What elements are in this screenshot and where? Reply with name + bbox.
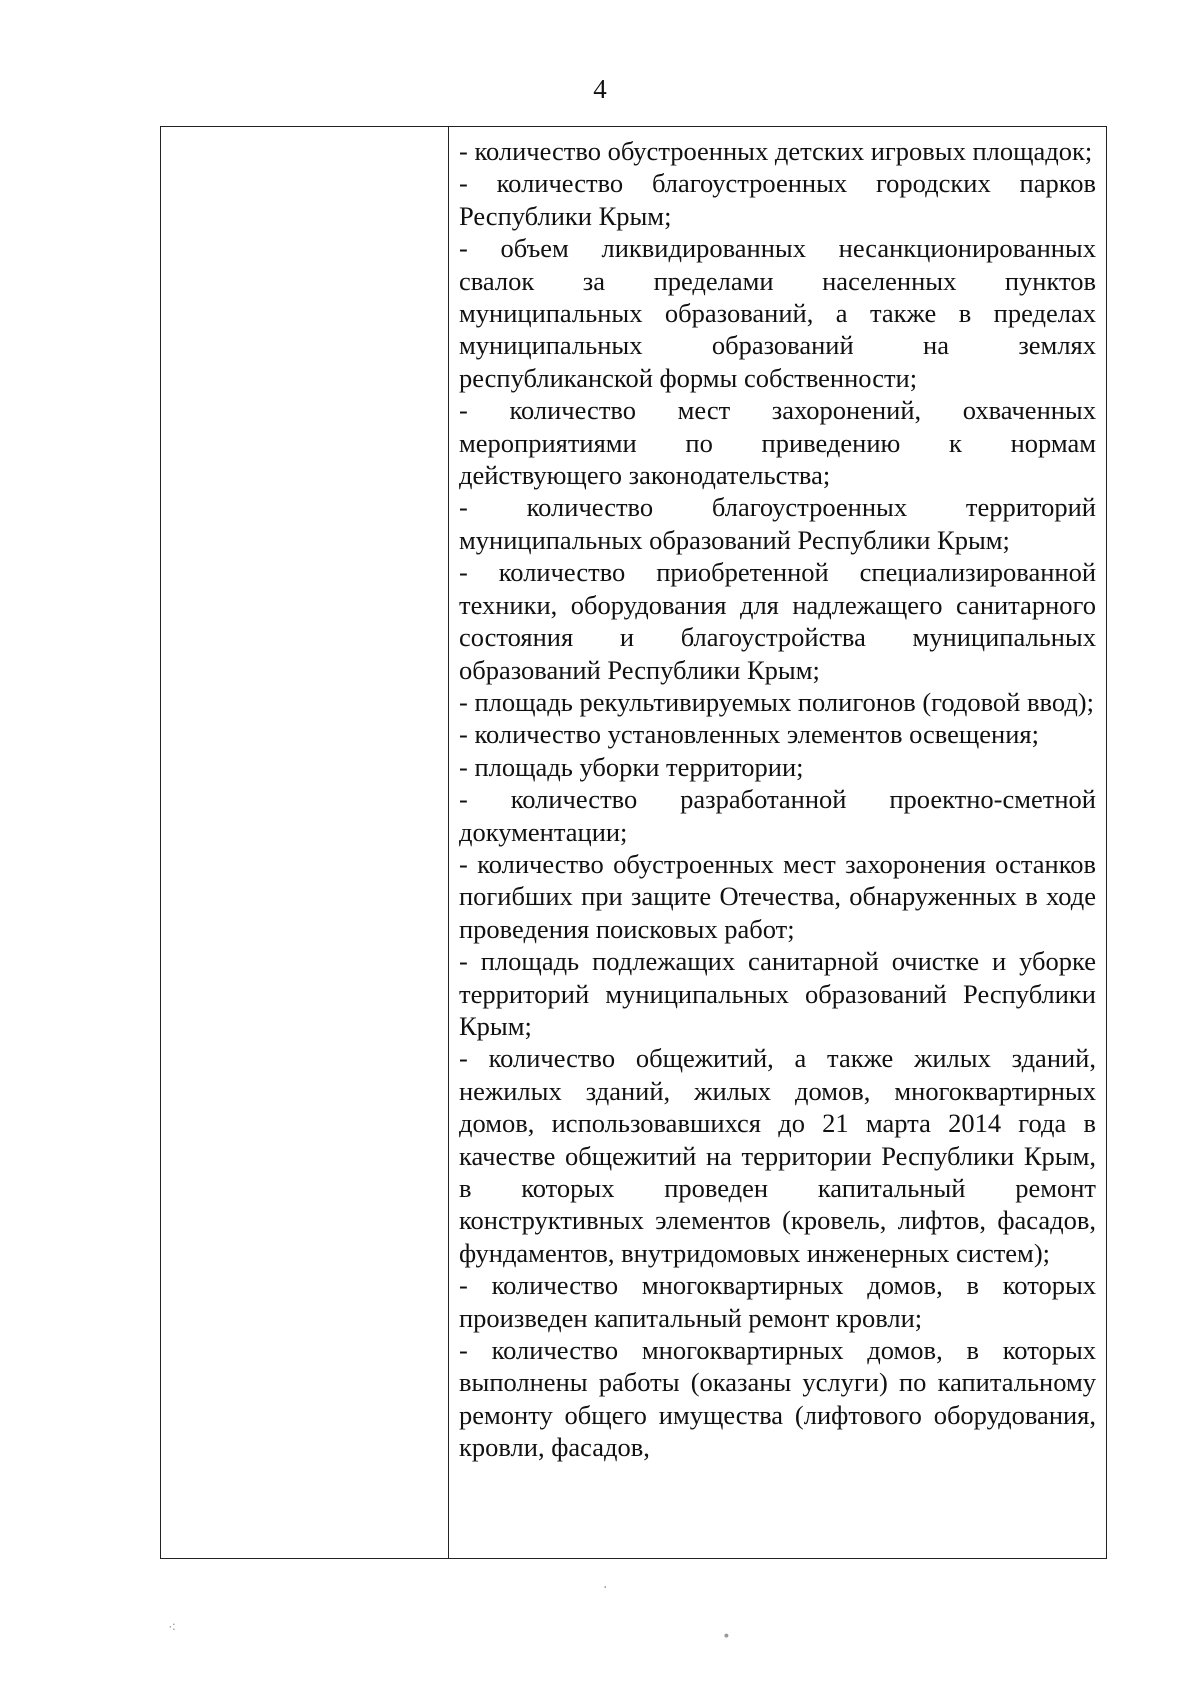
indicator-item: - количество общежитий, а также жилых зданий, нежилых зданий, жилых домов, многоквартирных домов, использовавшихся до 21 марта 2014 года в качестве общежитий на территории Республики Крым, в которых проведен капитальный ремонт конструктивных элементов (кровель, лифтов, фасадов, фундаментов, внутридомовых инженерных систем); bbox=[459, 1043, 1096, 1268]
indicator-item: - количество приобретенной специализированной техники, оборудования для надлежащего санитарного состояния и благоустройства муниципальных образований Республики Крым; bbox=[459, 557, 1096, 685]
scan-artifact: ⁖ bbox=[168, 1620, 177, 1636]
page-number: 4 bbox=[593, 74, 607, 104]
indicators-table bbox=[160, 126, 1107, 1559]
scan-artifact: · bbox=[603, 1580, 608, 1596]
indicator-item: - количество благоустроенных городских парков Республики Крым; bbox=[459, 168, 1096, 231]
indicator-item: - количество установленных элементов освещения; bbox=[459, 719, 1039, 750]
indicator-item: - количество многоквартирных домов, в которых выполнены работы (оказаны услуги) по капитальному ремонту общего имущества (лифтового оборудования, кровли, фасадов, bbox=[459, 1335, 1096, 1463]
indicator-item: - количество мест захоронений, охваченных мероприятиями по приведению к нормам действующего законодательства; bbox=[459, 395, 1096, 491]
indicator-item: - объем ликвидированных несанкционированных свалок за пределами населенных пунктов муниципальных образований, а также в пределах муниципальных образований на землях республиканской формы собственности; bbox=[459, 233, 1096, 393]
indicator-item: - количество многоквартирных домов, в которых произведен капитальный ремонт кровли; bbox=[459, 1270, 1096, 1333]
indicator-item: - площадь уборки территории; bbox=[459, 751, 804, 782]
indicator-item: - количество обустроенных мест захоронения останков погибших при защите Отечества, обнаруженных в ходе проведения поисковых работ; bbox=[459, 848, 1096, 944]
indicator-item: - площадь подлежащих санитарной очистке и уборке территорий муниципальных образований Республики Крым; bbox=[459, 946, 1096, 1041]
scan-artifact: ∙ bbox=[722, 1628, 731, 1644]
indicator-item: - количество обустроенных детских игровых площадок; bbox=[459, 136, 1093, 166]
table-right-cell bbox=[449, 127, 1106, 1558]
table-left-cell bbox=[161, 127, 449, 1558]
indicator-item: - количество разработанной проектно-сметной документации; bbox=[459, 784, 1096, 847]
indicator-item: - количество благоустроенных территорий муниципальных образований Республики Крым; bbox=[459, 492, 1096, 555]
indicator-item: - площадь рекультивируемых полигонов (годовой ввод); bbox=[459, 686, 1094, 717]
